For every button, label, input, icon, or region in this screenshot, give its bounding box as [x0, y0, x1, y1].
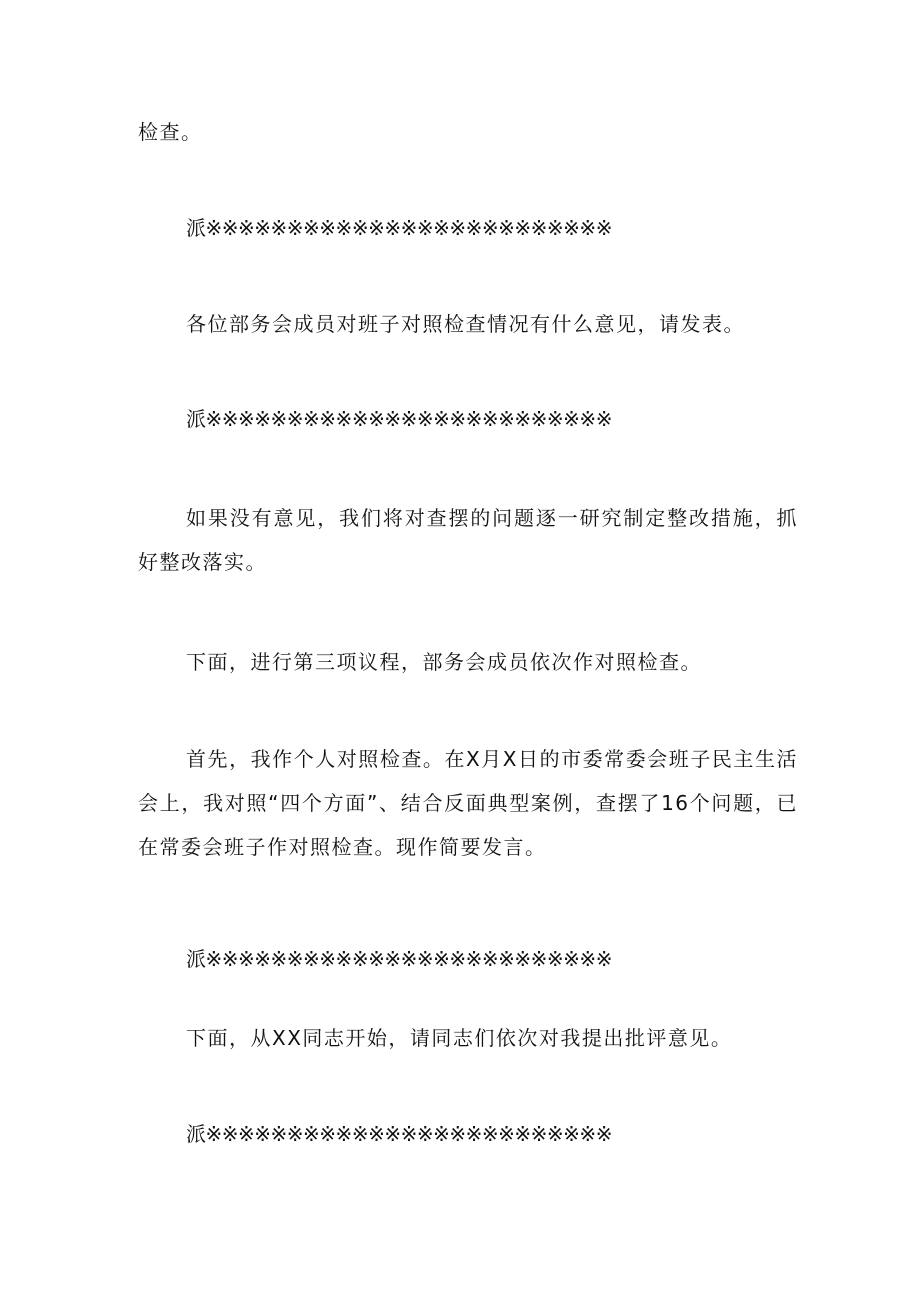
- paragraph-marker: 派※※※※※※※※※※※※※※※※※※※※※※※※※: [186, 947, 612, 971]
- paragraph-marker: 派※※※※※※※※※※※※※※※※※※※※※※※※※: [186, 216, 612, 240]
- paragraph-text: 各位部务会成员对班子对照检查情况有什么意见，请发表。: [186, 312, 745, 336]
- paragraph-text: 下面，进行第三项议程，部务会成员依次作对照检查。: [186, 650, 702, 674]
- paragraph-text: 如果没有意见，我们将对查摆的问题逐一研究制定整改措施，抓好整改落实。: [138, 506, 798, 574]
- paragraph-text: 首先，我作个人对照检查。在X月X日的市委常委会班子民主生活会上，我对照“四个方面”、结合反面典型案例，查摆了16个问题，已在常委会班子作对照检查。现作简要发言。: [138, 747, 798, 859]
- paragraph-text: 下面，从XX同志开始，请同志们依次对我提出批评意见。: [186, 1026, 733, 1050]
- paragraph-marker: 派※※※※※※※※※※※※※※※※※※※※※※※※※: [186, 407, 612, 431]
- paragraph-marker: 派※※※※※※※※※※※※※※※※※※※※※※※※※: [186, 1122, 612, 1146]
- paragraph-continuation: 检查。: [138, 120, 203, 144]
